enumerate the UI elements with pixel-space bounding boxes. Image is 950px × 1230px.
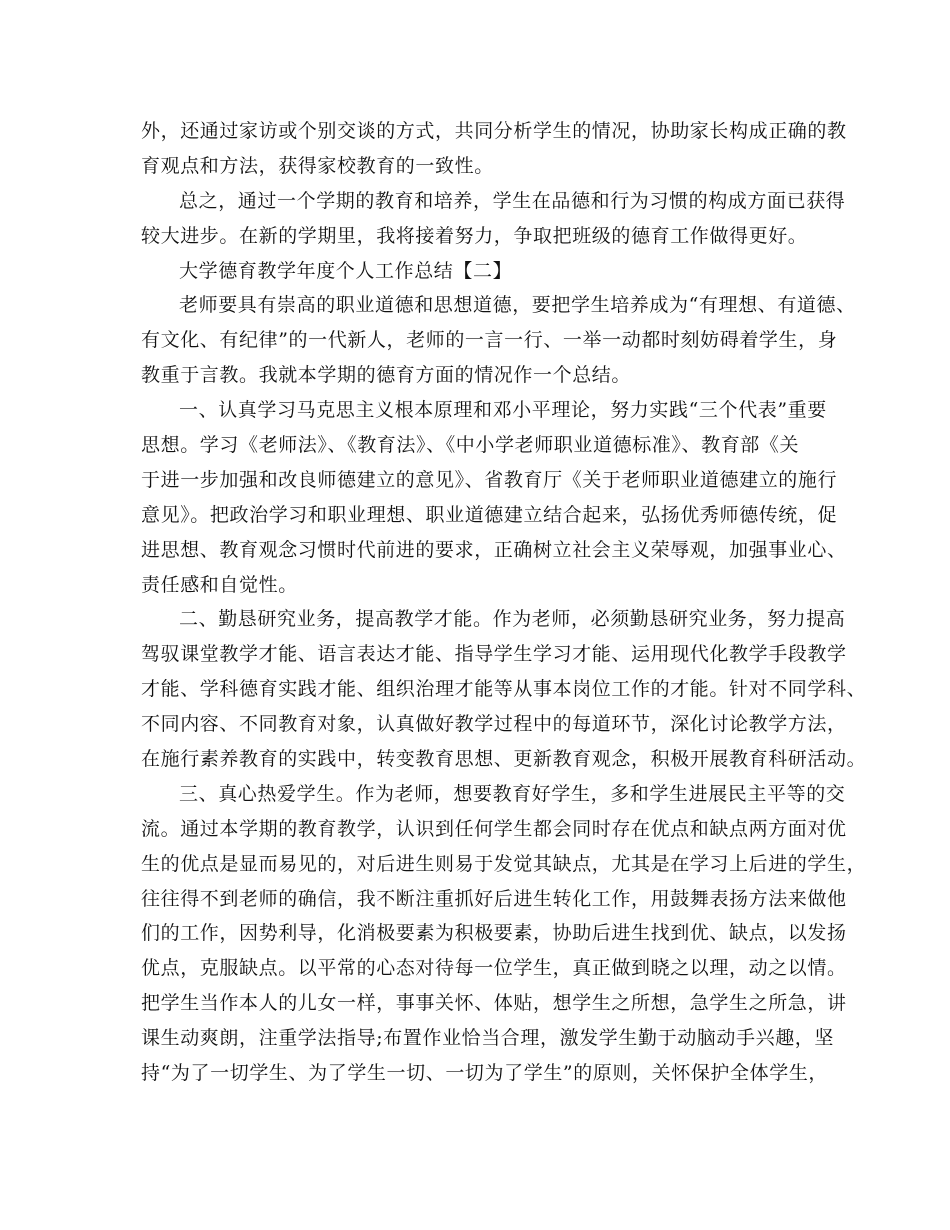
text-line: 思想。学习《老师法》、《教育法》、《中小学老师职业道德标准》、教育部《关 [141, 434, 800, 457]
paragraph-start-line: 一、认真学习马克思主义根本原理和邓小平理论，努力实践“三个代表”重要 [179, 399, 827, 422]
paragraph-start-line: 老师要具有崇高的职业道德和思想道德，要把学生培养成为“有理想、有道德、 [179, 294, 856, 317]
text-line: 教重于言教。我就本学期的德育方面的情况作一个总结。 [141, 364, 632, 387]
text-line: 在施行素养教育的实践中，转变教育思想、更新教育观念，积极开展教育科研活动。 [141, 748, 867, 771]
text-line: 有文化、有纪律”的一代新人，老师的一言一行、一举一动都时刻妨碍着学生，身 [141, 329, 838, 352]
text-line: 流。通过本学期的教育教学，认识到任何学生都会同时存在优点和缺点两方面对优 [141, 817, 847, 840]
text-line: 生的优点是显而易见的，对后进生则易于发觉其缺点，尤其是在学习上后进的学生， [141, 852, 867, 875]
text-line: 责任感和自觉性。 [141, 573, 298, 596]
paragraph-start-line: 三、真心热爱学生。作为老师，想要教育好学生，多和学生进展民主平等的交 [179, 782, 846, 805]
text-line: 于进一步加强和改良师德建立的意见》、省教育厅《关于老师职业道德建立的施行 [141, 468, 838, 491]
text-line: 才能、学科德育实践才能、组织治理才能等从事本岗位工作的才能。针对不同学科、 [141, 678, 867, 701]
text-line: 们的工作，因势利导，化消极要素为积极要素，协助后进生找到优、缺点，以发扬 [141, 922, 847, 945]
text-line: 育观点和方法，获得家校教育的一致性。 [141, 154, 494, 177]
text-line: 进思想、教育观念习惯时代前进的要求，正确树立社会主义荣辱观，加强事业心、 [141, 538, 847, 561]
paragraph-start-line: 总之，通过一个学期的教育和培养，学生在品德和行为习惯的构成方面已获得 [179, 189, 846, 212]
text-line: 优点，克服缺点。以平常的心态对待每一位学生，真正做到晓之以理，动之以情。 [141, 957, 847, 980]
text-line: 较大进步。在新的学期里，我将接着努力，争取把班级的德育工作做得更好。 [141, 224, 808, 247]
text-line: 往往得不到老师的确信，我不断注重抓好后进生转化工作，用鼓舞表扬方法来做他 [141, 887, 847, 910]
text-line: 不同内容、不同教育对象，认真做好教学过程中的每道环节，深化讨论教学方法， [141, 713, 847, 736]
document-body [141, 114, 867, 1091]
text-line: 外，还通过家访或个别交谈的方式，共同分析学生的情况，协助家长构成正确的教 [141, 120, 847, 142]
paragraph-start-line: 二、勤恳研究业务，提高教学才能。作为老师，必须勤恳研究业务，努力提高 [179, 608, 846, 631]
text-line: 课生动爽朗，注重学法指导;布置作业恰当合理，激发学生勤于动脑动手兴趣，坚 [141, 1027, 835, 1050]
text-line: 意见》。把政治学习和职业理想、职业道德建立结合起来，弘扬优秀师德传统，促 [141, 503, 838, 526]
text-line: 驾驭课堂教学才能、语言表达才能、指导学生学习才能、运用现代化教学手段教学 [141, 643, 847, 666]
text-line: 持“为了一切学生、为了学生一切、一切为了学生”的原则，关怀保护全体学生， [141, 1062, 829, 1085]
section-heading: 大学德育教学年度个人工作总结【二】 [179, 259, 513, 282]
text-line: 把学生当作本人的儿女一样，事事关怀、体贴，想学生之所想，急学生之所急，讲 [141, 992, 847, 1015]
